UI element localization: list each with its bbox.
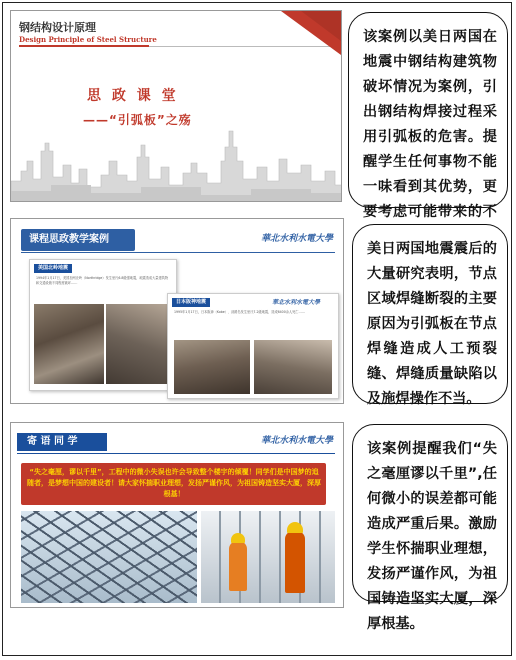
- slide-case-study: [10, 218, 344, 404]
- university-logo: 華北水利水電大學: [261, 436, 334, 446]
- earthquake-photo-2: [106, 304, 172, 384]
- explanation-bubble-1: [348, 12, 508, 220]
- earthquake-photo-4: [254, 340, 332, 394]
- slide-message: [10, 422, 344, 608]
- university-logo: 華北水利水電大學: [261, 234, 334, 244]
- earthquake-photo-3: [174, 340, 250, 394]
- panel-tag-northridge: 美国北岭地震: [34, 264, 72, 273]
- case-panel-kobe: [167, 293, 339, 399]
- worker-figure-2: [285, 531, 305, 593]
- title-rule: [21, 252, 335, 253]
- corner-decoration-inner: [301, 11, 341, 41]
- university-logo-small: 華北水利水電大學: [272, 299, 321, 306]
- title-underline: [19, 45, 149, 47]
- city-skyline-illustration: [11, 121, 342, 202]
- bubble-2-text: 美日两国地震震后的大量研究表明，节点区域焊缝断裂的主要原因为引弧板在节点焊缝造成人工预裂缝、焊缝质量缺陷以及施焊操作不当。: [367, 241, 497, 407]
- earthquake-photo-1: [34, 304, 104, 384]
- slide-subheading: ——“引弧板”之殇: [83, 113, 192, 127]
- slide-title: [10, 10, 342, 202]
- course-title: 钢结构设计原理: [19, 21, 96, 34]
- bubble-1-text: 该案例以美日两国在地震中钢结构建筑物破坏情况为案例，引出钢结构焊接过程采用引弧板的危害。提醒学生任何事物不能一味看到其优势，更要考虑可能带来的不: [363, 29, 497, 220]
- panel-tag-kobe: 日本阪神地震: [172, 298, 210, 307]
- case-study-banner: 课程思政教学案例: [21, 229, 135, 251]
- bubble-3-text: 该案例提醒我们“失之毫厘谬以千里”,任何微小的误差都可能造成严重后果。激励学生怀揣职业理想，发扬严谨作风，为祖国铸造坚实大厦，深厚根基。: [367, 441, 497, 632]
- message-text: “失之毫厘，谬以千里”，工程中的微小失误也许会导致整个楼宇的倾覆！同学们是中国梦的追随者，是梦想中国的建设者！请大家怀揣职业理想，发扬严谨作风，为祖国铸造坚实大厦，深厚根基！: [27, 468, 321, 498]
- title-rule: [17, 453, 335, 454]
- worker-helmet-1: [231, 533, 245, 543]
- explanation-bubble-2: [352, 224, 508, 407]
- course-title-english: Design Principle of Steel Structure: [19, 35, 157, 44]
- slide-heading: 思 政 课 堂: [87, 88, 179, 104]
- steel-structure-photo: [21, 511, 197, 603]
- panel-text-northridge: 1994年1月17日，美国加州北岭（Northridge）发生里氏6.8级强地震，地震造成大量建筑物和交通设施不同程度破坏……: [36, 276, 169, 285]
- case-panel-northridge: [29, 259, 177, 391]
- panel-text-kobe: 1995年1月17日，日本阪神（Kobe）、淡路岛发生里氏7.2级地震，造成6400余人死亡……: [174, 310, 305, 314]
- worker-helmet-2: [287, 522, 303, 533]
- worker-figure-1: [229, 541, 247, 591]
- message-banner: 寄 语 同 学: [17, 433, 107, 451]
- welders-photo: [201, 511, 335, 603]
- explanation-bubble-3: [352, 424, 508, 632]
